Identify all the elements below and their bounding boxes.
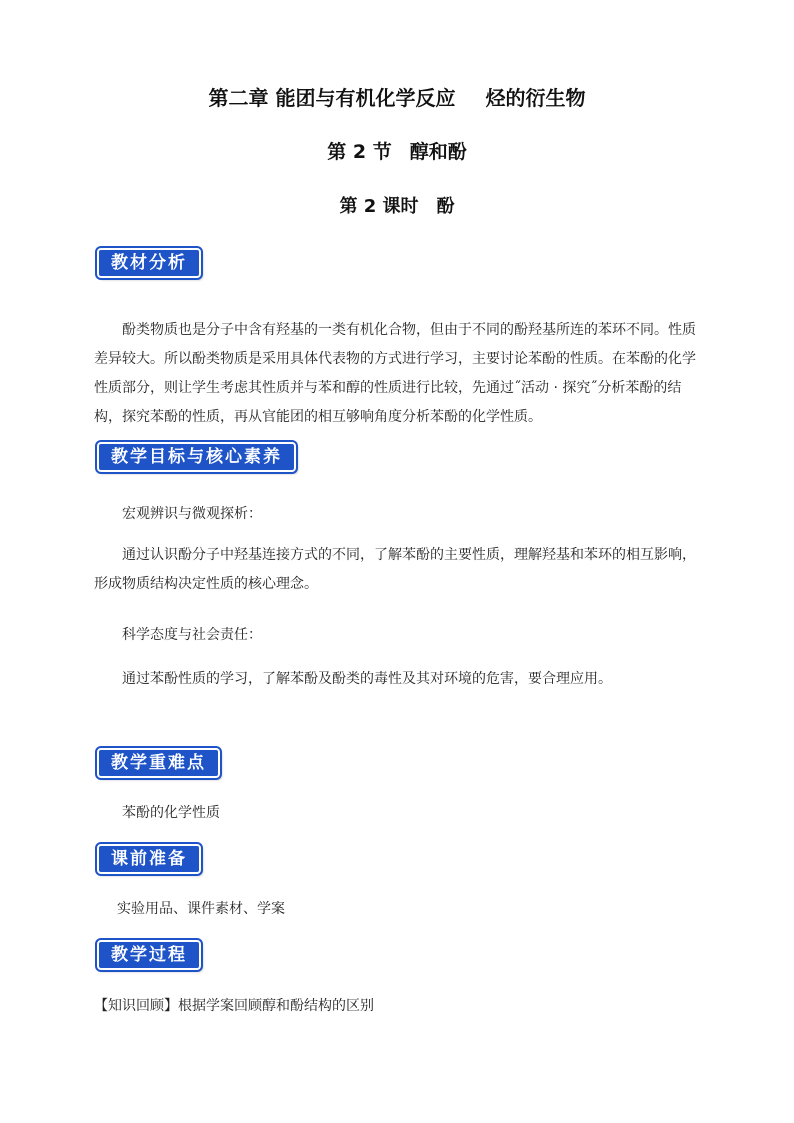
- preparation-section-badge: 课前准备: [97, 844, 201, 874]
- analysis-section-badge: 教材分析: [97, 248, 201, 278]
- goal-1-text: 通过认识酚分子中羟基连接方式的不同，了解苯酚的主要性质，理解羟基和苯环的相互影响，形成物质结构决定性质的核心理念。: [94, 547, 696, 592]
- goal-2-text: 通过苯酚性质的学习，了解苯酚及酚类的毒性及其对环境的危害，要合理应用。: [122, 671, 612, 687]
- difficulty-text: 苯酚的化学性质: [122, 805, 220, 821]
- process-text: 【知识回顾】根据学案回顾醇和酚结构的区别: [94, 998, 374, 1014]
- lesson-title-name: 酚: [436, 196, 455, 217]
- lesson-title: [0, 192, 794, 218]
- lesson-title-number: 第 2 课时: [339, 196, 419, 217]
- chapter-title: [0, 82, 794, 111]
- goal-1-title: 宏观辨识与微观探析：: [122, 506, 262, 522]
- goals-section-badge: 教学目标与核心素养: [97, 442, 296, 472]
- analysis-paragraph: 酚类物质也是分子中含有羟基的一类有机化合物，但由于不同的酚羟基所连的苯环不同。性质差异较大。所以酚类物质是采用具体代表物的方式进行学习，主要讨论苯酚的性质。在苯酚的化学性质部分，则让学生考虑其性质并与苯和醇的性质进行比较，先通过˝活动 · 探究˝分析苯酚的结构，探究苯酚的性质，再从官能团的相互够响角度分析苯酚的化学性质。: [94, 322, 696, 425]
- section-title-name: 醇和酚: [409, 141, 467, 163]
- goal-2-title: 科学态度与社会责任：: [122, 627, 262, 643]
- section-title-number: 第 2 节: [327, 141, 392, 163]
- preparation-text: 实验用品、课件素材、学案: [117, 901, 285, 917]
- section-title: [0, 137, 794, 164]
- chapter-title-tail: 烃的衍生物: [485, 86, 586, 110]
- difficulty-section-badge: 教学重难点: [97, 748, 220, 778]
- process-section-badge: 教学过程: [97, 940, 201, 970]
- chapter-title-main: 第二章 能团与有机化学反应: [208, 86, 456, 110]
